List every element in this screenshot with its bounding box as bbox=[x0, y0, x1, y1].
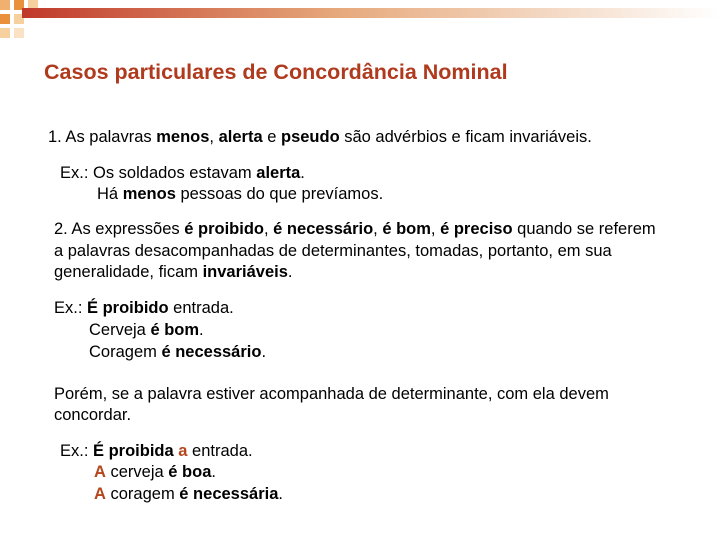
text: coragem bbox=[105, 485, 180, 503]
decor-square bbox=[0, 28, 10, 38]
text: , bbox=[430, 220, 441, 238]
decor-square bbox=[14, 28, 24, 38]
rule-3-line-2: concordar. bbox=[54, 406, 132, 424]
text: pessoas do que prevíamos. bbox=[175, 185, 384, 203]
decor-square bbox=[0, 14, 10, 24]
text: , bbox=[264, 220, 274, 238]
text: , bbox=[209, 128, 219, 146]
text: são advérbios e ficam invariáveis. bbox=[339, 128, 592, 146]
keyword: é necessário bbox=[161, 343, 262, 361]
keyword: alerta bbox=[218, 128, 263, 146]
rule-2-line-1 bbox=[54, 219, 656, 239]
keyword: é necessária bbox=[179, 485, 279, 503]
decor-square bbox=[0, 0, 10, 10]
keyword: É proibido bbox=[87, 299, 169, 317]
text: . bbox=[211, 463, 216, 481]
text: . bbox=[278, 485, 283, 503]
text: . bbox=[261, 343, 267, 361]
keyword: é bom bbox=[150, 321, 200, 339]
keyword: alerta bbox=[256, 164, 301, 182]
text: Ex.: bbox=[54, 299, 88, 317]
header-gradient-bar bbox=[22, 8, 720, 18]
keyword: é proibido bbox=[184, 220, 264, 238]
example-3-line-1 bbox=[60, 441, 253, 461]
text: entrada. bbox=[187, 442, 253, 460]
rule-1 bbox=[48, 127, 592, 147]
text: Coragem bbox=[89, 343, 162, 361]
text: 2. As expressões bbox=[54, 220, 185, 238]
keyword: pseudo bbox=[280, 128, 340, 146]
text: Há bbox=[97, 185, 123, 203]
text: e bbox=[262, 128, 281, 146]
text: quando se referem bbox=[512, 220, 656, 238]
text: entrada. bbox=[168, 299, 234, 317]
example-3-line-2 bbox=[94, 462, 216, 482]
keyword: menos bbox=[122, 185, 176, 203]
article: A bbox=[94, 485, 106, 503]
article: a bbox=[178, 442, 188, 460]
text: . bbox=[287, 263, 293, 281]
text: generalidade, ficam bbox=[54, 263, 203, 281]
keyword: é boa bbox=[168, 463, 212, 481]
slide-title: Casos particulares de Concordância Nominal bbox=[44, 60, 508, 84]
keyword: É proibida bbox=[93, 442, 174, 460]
example-1-line-1 bbox=[60, 163, 305, 183]
text: . bbox=[300, 164, 305, 182]
rule-2-line-2: a palavras desacompanhadas de determinantes, tomadas, portanto, em sua bbox=[54, 242, 612, 260]
text: Cerveja bbox=[89, 321, 151, 339]
keyword: é preciso bbox=[440, 220, 513, 238]
example-3-line-3 bbox=[94, 484, 283, 504]
text: Ex.: Os soldados estavam bbox=[60, 164, 257, 182]
article: A bbox=[94, 463, 106, 481]
keyword: é bom bbox=[382, 220, 431, 238]
text: cerveja bbox=[105, 463, 169, 481]
rule-3-line-1: Porém, se a palavra estiver acompanhada de determinante, com ela devem bbox=[54, 385, 609, 403]
rule-2-line-3 bbox=[54, 262, 293, 282]
text: 1. As palavras bbox=[48, 128, 157, 146]
keyword: menos bbox=[156, 128, 210, 146]
example-1-line-2 bbox=[97, 184, 383, 204]
text: . bbox=[199, 321, 204, 339]
text: , bbox=[373, 220, 383, 238]
keyword: é necessário bbox=[273, 220, 374, 238]
keyword: invariáveis bbox=[202, 263, 288, 281]
text: Ex.: bbox=[60, 442, 94, 460]
example-2-line-3 bbox=[89, 342, 266, 362]
example-2-line-2 bbox=[89, 320, 204, 340]
example-2-line-1 bbox=[54, 298, 234, 318]
